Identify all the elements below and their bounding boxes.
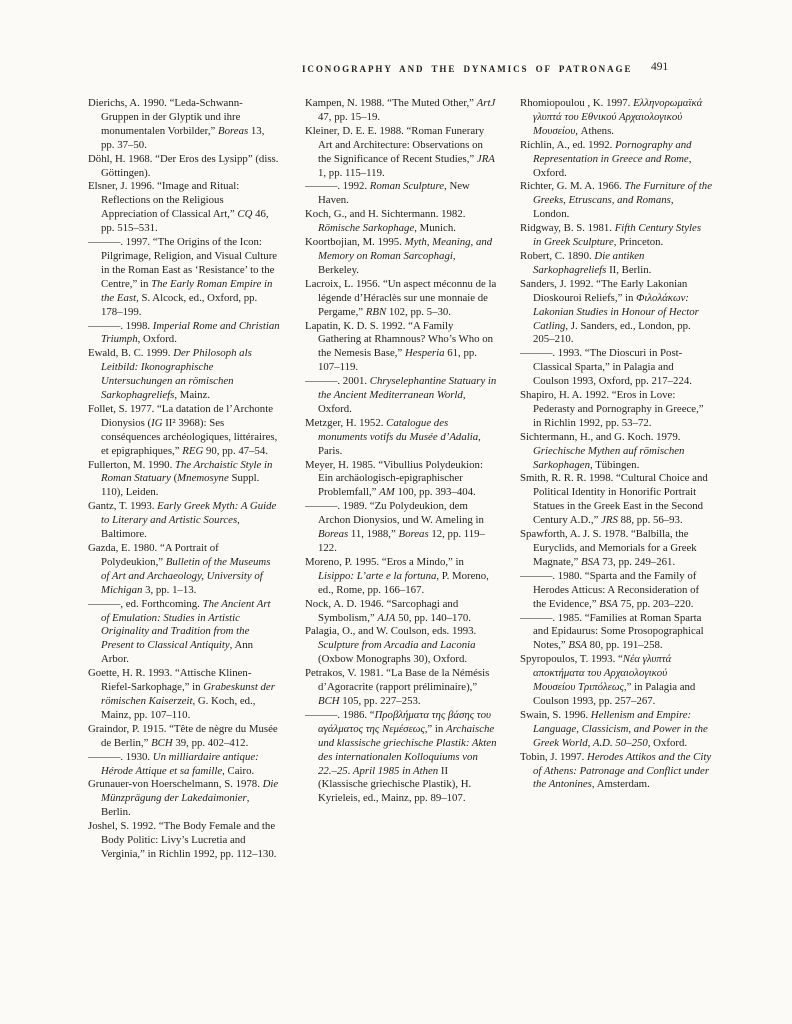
bibliography-entry: Döhl, H. 1968. “Der Eros des Lysipp” (diss. Göttingen). (88, 152, 279, 179)
bibliography-entry: Gazda, E. 1980. “A Portrait of Polydeukion,” Bulletin of the Museums of Art and Archaeology, University of Michigan 3, pp. 1–13. (88, 542, 271, 596)
bibliography-entry: Nock, A. D. 1946. “Sarcophagi and Symbolism,” AJA 50, pp. 140–170. (305, 597, 471, 624)
bibliography-entry: Metzger, H. 1952. Catalogue des monuments votifs du Musée d’Adalia, Paris. (305, 416, 481, 457)
bibliography-entry: Ewald, B. C. 1999. Der Philosoph als Leitbild: Ikonographische Untersuchungen an römischen Sarkophagreliefs, Mainz. (88, 347, 252, 402)
bibliography-entry: ———. 1998. Imperial Rome and Christian Triumph, Oxford. (88, 319, 280, 346)
bibliography-entry: Koortbojian, M. 1995. Myth, Meaning, and Memory on Roman Sarcophagi, Berkeley. (305, 236, 493, 276)
bibliography-entry: Kleiner, D. E. E. 1988. “Roman Funerary Art and Architecture: Observations on the Significance of Recent Studies,” JRA 1, pp. 115–119. (305, 124, 495, 179)
bibliography-entry: ———. 1985. “Families at Roman Sparta and Epidaurus: Some Prosopographical Notes,” BSA 80, pp. 191–258. (520, 611, 704, 652)
bibliography-entry: ———. 1930. Un milliardaire antique: Hérode Attique et sa famille, Cairo. (88, 750, 259, 777)
bibliography-entry: Robert, C. 1890. Die antiken Sarkophagreliefs II, Berlin. (520, 249, 652, 276)
bibliography-entry: Sichtermann, H., and G. Koch. 1979. Griechische Mythen auf römischen Sarkophagen, Tübingen. (520, 430, 685, 471)
bibliography-entry: Grunauer-von Hoerschelmann, S. 1978. Die Münzprägung der Lakedaimonier, Berlin. (88, 778, 279, 819)
bibliography-entry: Gantz, T. 1993. Early Greek Myth: A Guide to Literary and Artistic Sources, Baltimore. (88, 500, 277, 541)
bibliography-entry: Shapiro, H. A. 1992. “Eros in Love: Pederasty and Pornography in Greece,” in Richlin 1992, pp. 53–72. (520, 389, 704, 429)
bibliography-entry: ———. 1992. Roman Sculpture, New Haven. (305, 180, 470, 207)
running-head: ICONOGRAPHY AND THE DYNAMICS OF PATRONAGE (302, 64, 633, 74)
bibliography-entry: Petrakos, V. 1981. “La Base de la Némésis d’Agoracrite (rapport préliminaire),” BCH 105, pp. 227–253. (305, 667, 490, 707)
bibliography-column-2 (305, 97, 497, 806)
bibliography-entry: Spyropoulos, T. 1993. “Νέα γλυπτά αποκτήματα του Αρχαιολογικού Μουσείου Τριπόλεως,” in Palagia and Coulson 1993, pp. 257–267. (520, 653, 696, 707)
bibliography-entry: Elsner, J. 1996. “Image and Ritual: Reflections on the Religious Appreciation of Classical Art,” CQ 46, pp. 515–531. (88, 180, 269, 235)
bibliography-entry: Dierichs, A. 1990. “Leda-Schwann-Gruppen in der Glyptik und ihre monumentalen Vorbilder,” Boreas 13, pp. 37–50. (88, 97, 265, 151)
bibliography-entry: Fullerton, M. 1990. The Archaistic Style in Roman Statuary (Mnemosyne Suppl. 110), Leiden. (88, 458, 273, 499)
bibliography-entry: ———. 1986. “Προβλήματα της βάσης του αγάλματος της Νεμέσεως,” in Archaische und klassische griechische Plastik: Akten des internationalen Kolloquiums von 22.–25. April 1985 in Athen II (Klassische griechische Plastik), H. Kyrieleis, ed., Mainz, pp. 89–107. (305, 708, 497, 805)
bibliography-entry: Spawforth, A. J. S. 1978. “Balbilla, the Euryclids, and Memorials for a Greek Magnate,” BSA 73, pp. 249–261. (520, 528, 697, 568)
bibliography-entry: Sanders, J. 1992. “The Early Lakonian Dioskouroi Reliefs,” in Φιλολάκων: Lakonian Studies in Honour of Hector Catling, J. Sanders, ed., London, pp. 205–210. (520, 277, 699, 346)
bibliography-entry: Meyer, H. 1985. “Vibullius Polydeukion: Ein archäologisch-epigraphischer Problemfall,” AM 100, pp. 393–404. (305, 458, 483, 499)
bibliography-entry: Follet, S. 1977. “La datation de l’Archonte Dionysios (IG II² 3968): Ses conséquences archéologiques, littéraires, et epigraphiques,” REG 90, pp. 47–54. (88, 402, 278, 457)
bibliography-entry: Ridgway, B. S. 1981. Fifth Century Styles in Greek Sculpture, Princeton. (520, 222, 702, 249)
bibliography-entry: ———. 1989. “Zu Polydeukion, dem Archon Dionysios, und W. Ameling in Boreas 11, 1988,” Boreas 12, pp. 119–122. (305, 500, 485, 554)
bibliography-entry: Moreno, P. 1995. “Eros a Mindo,” in Lisippo: L’arte e la fortuna, P. Moreno, ed., Rome, pp. 166–167. (305, 555, 489, 596)
bibliography-column-3 (520, 97, 712, 792)
bibliography-entry: Graindor, P. 1915. “Tête de nègre du Musée de Berlin,” BCH 39, pp. 402–412. (88, 722, 278, 749)
bibliography-entry: ———. 1997. “The Origins of the Icon: Pilgrimage, Religion, and Visual Culture in the Roman East as ‘Resistance’ to the Centre,” in The Early Roman Empire in the East, S. Alcock, ed., Oxford, pp. 178–199. (88, 236, 278, 318)
bibliography-entry: Goette, H. R. 1993. “Attische Klinen-Riefel-Sarkophage,” in Grabeskunst der römischen Kaiserzeit, G. Koch, ed., Mainz, pp. 107–110. (88, 667, 275, 721)
bibliography-entry: Swain, S. 1996. Hellenism and Empire: Language, Classicism, and Power in the Greek World, A.D. 50–250, Oxford. (520, 708, 708, 749)
bibliography-entry: Smith, R. R. R. 1998. “Cultural Choice and Political Identity in Honorific Portrait Statues in the Greek East in the Second Century A.D.,” JRS 88, pp. 56–93. (520, 472, 708, 527)
bibliography-entry: ———. 1993. “The Dioscuri in Post-Classical Sparta,” in Palagia and Coulson 1993, Oxford, pp. 217–224. (520, 347, 692, 388)
bibliography-entry: Rhomiopoulou , K. 1997. Ελληνορωμαϊκά γλυπτά του Εθνικού Αρχαιολογικού Μουσείου, Athens. (520, 97, 703, 137)
bibliography-entry: ———. 1980. “Sparta and the Family of Herodes Atticus: A Reconsideration of the Evidence,” BSA 75, pp. 203–220. (520, 569, 700, 610)
bibliography-entry: Richlin, A., ed. 1992. Pornography and Representation in Greece and Rome, Oxford. (520, 138, 692, 179)
bibliography-entry: Tobin, J. 1997. Herodes Attikos and the City of Athens: Patronage and Conflict under the Antonines, Amsterdam. (520, 750, 712, 791)
bibliography-entry: ———. 2001. Chryselephantine Statuary in the Ancient Mediterranean World, Oxford. (305, 375, 497, 415)
bibliography-entry: Kampen, N. 1988. “The Muted Other,” ArtJ 47, pp. 15–19. (305, 97, 496, 123)
bibliography-column-1 (88, 97, 280, 862)
bibliography-entry: ———, ed. Forthcoming. The Ancient Art of Emulation: Studies in Artistic Originality and Tradition from the Present to Classical Antiquity, Ann Arbor. (88, 597, 271, 666)
bibliography-entry: Lapatin, K. D. S. 1992. “A Family Gathering at Rhamnous? Who’s Who on the Nemesis Base,” Hesperia 61, pp. 107–119. (305, 319, 494, 374)
page-number: 491 (651, 61, 669, 73)
bibliography-entry: Joshel, S. 1992. “The Body Female and the Body Politic: Livy’s Lucretia and Verginia,” in Richlin 1992, pp. 112–130. (88, 820, 277, 860)
bibliography-entry: Koch, G., and H. Sichtermann. 1982. Römische Sarkophage, Munich. (305, 208, 466, 235)
bibliography-entry: Lacroix, L. 1956. “Un aspect méconnu de la légende d’Héraclès sur une monnaie de Pergame,” RBN 102, pp. 5–30. (305, 277, 497, 318)
bibliography-entry: Palagia, O., and W. Coulson, eds. 1993. Sculpture from Arcadia and Laconia (Oxbow Monographs 30), Oxford. (305, 625, 477, 666)
bibliography-entry: Richter, G. M. A. 1966. The Furniture of the Greeks, Etruscans, and Romans, London. (520, 180, 712, 221)
